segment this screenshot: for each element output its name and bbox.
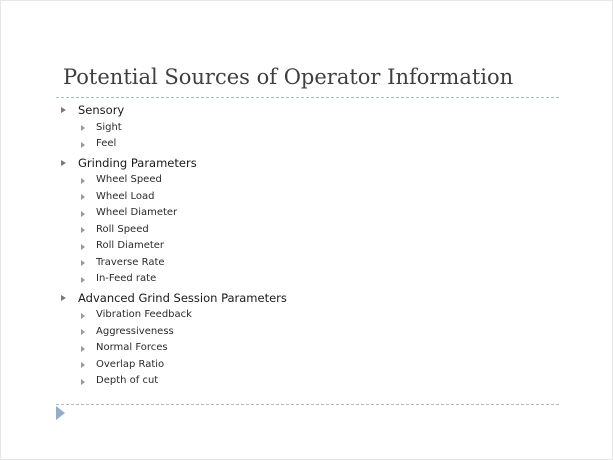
bullet-label: Sensory xyxy=(78,103,125,117)
small-triangle-right-icon xyxy=(81,379,85,385)
small-triangle-right-icon xyxy=(81,142,85,148)
sub-bullet-in-feed-rate xyxy=(61,271,287,288)
small-triangle-right-icon xyxy=(81,194,85,200)
sub-bullet-overlap-ratio xyxy=(61,357,287,374)
sub-bullet-label: Traverse Rate xyxy=(96,256,165,268)
sub-bullet-label: Depth of cut xyxy=(96,375,159,386)
bullet-sensory xyxy=(61,102,287,120)
sub-bullet-normal-forces xyxy=(61,340,287,357)
sub-bullet-wheel-diameter xyxy=(61,205,287,222)
sub-bullet-label: Roll Diameter xyxy=(96,240,165,251)
triangle-right-icon xyxy=(61,107,66,113)
sub-bullet-roll-speed xyxy=(61,222,287,239)
slide-title: Potential Sources of Operator Information xyxy=(63,65,514,89)
sub-bullet-label: Vibration Feedback xyxy=(96,309,192,320)
sub-bullet-label: Normal Forces xyxy=(96,342,168,353)
sub-bullet-feel xyxy=(61,136,287,153)
sub-bullet-wheel-speed xyxy=(61,172,287,189)
triangle-right-icon xyxy=(61,295,66,301)
small-triangle-right-icon xyxy=(81,125,85,131)
sub-bullet-label: Wheel Load xyxy=(96,190,155,202)
sub-bullet-label: Aggressiveness xyxy=(96,325,174,337)
bullet-list xyxy=(61,102,287,390)
bullet-advanced-grind-session-parameters xyxy=(61,290,287,308)
sub-bullet-vibration-feedback xyxy=(61,307,287,324)
sub-bullet-traverse-rate xyxy=(61,255,287,272)
small-triangle-right-icon xyxy=(81,277,85,283)
sub-bullet-label: Overlap Ratio xyxy=(96,358,165,370)
sub-bullet-label: Wheel Speed xyxy=(96,174,162,185)
sub-bullet-label: Feel xyxy=(96,138,117,149)
small-triangle-right-icon xyxy=(81,362,85,368)
bullet-label: Grinding Parameters xyxy=(78,155,197,170)
small-triangle-right-icon xyxy=(81,260,85,266)
small-triangle-right-icon xyxy=(81,313,85,319)
sub-bullet-label: Roll Speed xyxy=(96,223,149,235)
sub-bullet-label: In-Feed rate xyxy=(96,273,157,284)
footer-divider xyxy=(56,404,559,405)
sub-bullet-wheel-load xyxy=(61,189,287,206)
sub-bullet-roll-diameter xyxy=(61,238,287,255)
small-triangle-right-icon xyxy=(81,178,85,184)
small-triangle-right-icon xyxy=(81,227,85,233)
sub-bullet-sight xyxy=(61,120,287,137)
sub-bullet-depth-of-cut xyxy=(61,373,287,390)
nav-arrow-icon[interactable] xyxy=(56,406,65,420)
sub-bullet-aggressiveness xyxy=(61,324,287,341)
triangle-right-icon xyxy=(61,160,66,166)
small-triangle-right-icon xyxy=(81,346,85,352)
sub-bullet-label: Wheel Diameter xyxy=(96,207,178,218)
small-triangle-right-icon xyxy=(81,329,85,335)
small-triangle-right-icon xyxy=(81,211,85,217)
sub-bullet-label: Sight xyxy=(96,121,122,133)
bullet-label: Advanced Grind Session Parameters xyxy=(78,290,287,305)
small-triangle-right-icon xyxy=(81,244,85,250)
bullet-grinding-parameters xyxy=(61,155,287,173)
title-divider xyxy=(56,97,559,98)
